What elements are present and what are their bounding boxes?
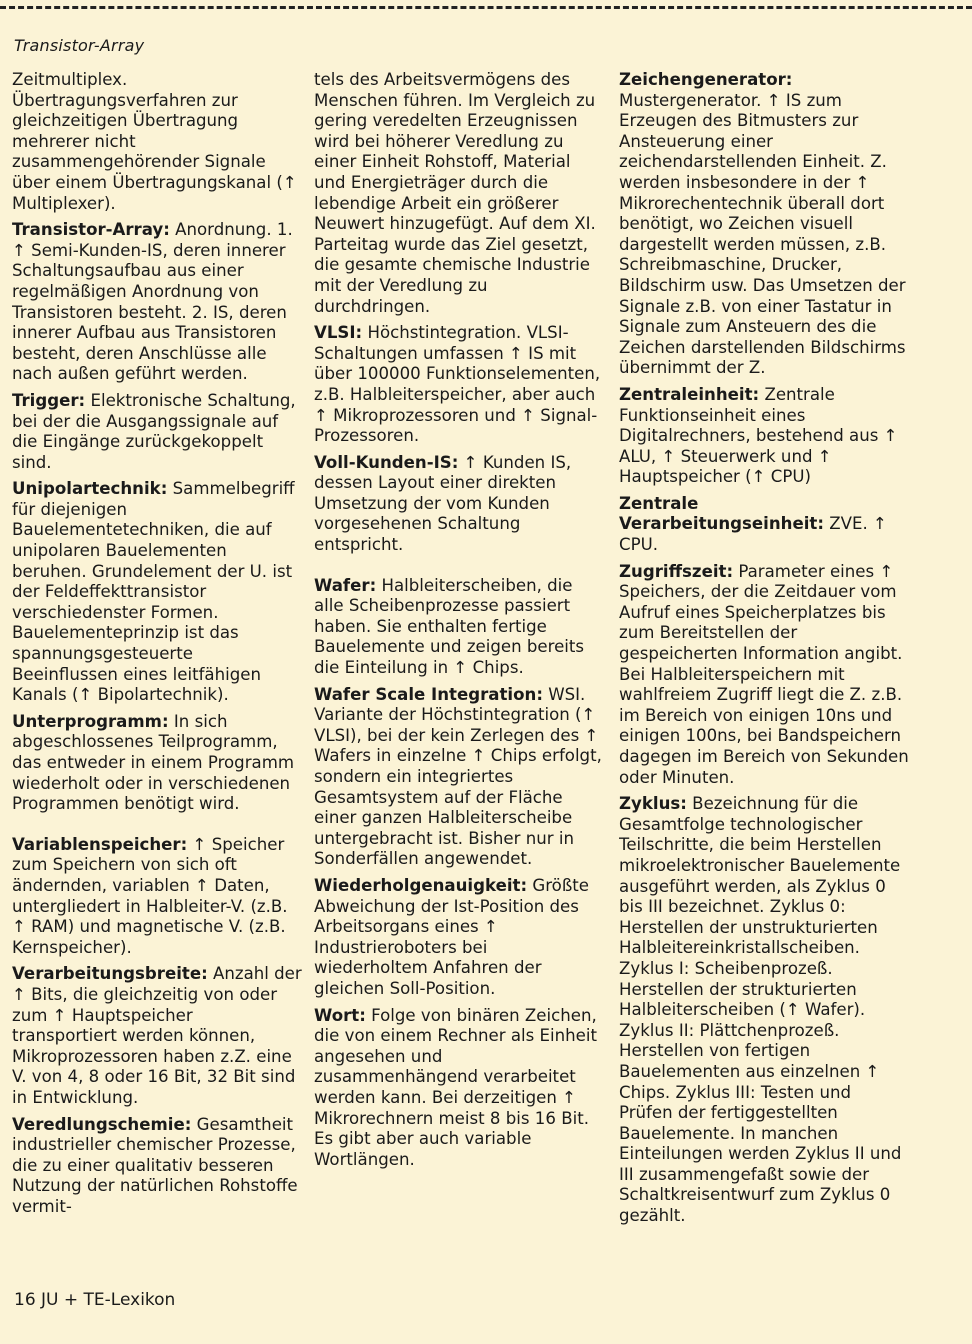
entry-definition: Elektronische Schaltung, bei der die Ausgangssignale auf die Eingänge zurückgekoppelt sind. <box>12 390 296 472</box>
entry-definition: Halbleiterscheiben, die alle Scheibenprozesse passiert haben. Sie enthalten fertige Bauelemente und zeigen bereits die Einteilung in ↑ Chips. <box>314 575 585 678</box>
lexicon-entry <box>12 1115 302 1218</box>
lexicon-entry <box>314 685 604 870</box>
entry-term: Zentraleinheit: <box>619 384 760 404</box>
entry-term: Wafer Scale Integration: <box>314 684 543 704</box>
entry-term: Wort: <box>314 1005 366 1025</box>
entry-term: Unipolartechnik: <box>12 479 168 499</box>
entry-term: Wiederholgenauigkeit: <box>314 875 528 895</box>
top-dashed-rule <box>0 6 972 9</box>
lexicon-entry <box>12 712 302 815</box>
entry-definition: ZVE. ↑ CPU. <box>619 514 887 555</box>
lexicon-entry <box>314 576 604 679</box>
lexicon-entry <box>619 70 909 379</box>
entry-term: Zugriffszeit: <box>619 561 734 581</box>
entry-term: Transistor-Array: <box>12 220 170 240</box>
entry-definition: Höchstintegration. VLSI-Schaltungen umfassen ↑ IS mit über 100000 Funktionselementen, z.B. Halbleiterspeicher, aber auch ↑ Mikroprozessoren und ↑ Signal-Prozessoren. <box>314 323 601 446</box>
running-head: Transistor-Array <box>14 36 145 55</box>
entry-definition: Mustergenerator. ↑ IS zum Erzeugen des Bitmusters zur Ansteuerung einer zeichendarstellenden Einheit. Z. werden insbesondere in der ↑ Mikrorechentechnik überall dort benötigt, wo Zeichen visuell dargestellt werden müssen, z.B. Schreibmaschine, Drucker, Bildschirm usw. Das Umsetzen der Signale z.B. von einer Tastatur in Signale zum Ansteuern des die Zeichen darstellenden Bildschirms übernimmt der Z. <box>619 90 906 378</box>
entry-definition: In sich abgeschlossenes Teilprogramm, das entweder in einem Programm wiederholt oder in verschiedenen Programmen benötigt wird. <box>12 711 295 814</box>
entry-definition: WSI. Variante der Höchstintegration (↑ VLSI), bei der kein Zerlegen des ↑ Wafers in einzelne ↑ Chips erfolgt, sondern ein integriertes Gesamtsystem auf der Fläche einer ganzen Halbleiterscheibe untergebracht ist. Bisher nur in Sonderfällen angewendet. <box>314 684 602 869</box>
lexicon-entry <box>619 562 909 789</box>
lexicon-entry <box>314 70 604 317</box>
lexicon-entry <box>12 835 302 959</box>
entry-term: VLSI: <box>314 323 363 343</box>
entry-term: Unterprogramm: <box>12 711 169 731</box>
entry-term: Wafer: <box>314 575 377 595</box>
entry-definition: Parameter eines ↑ Speichers, der die Zeitdauer vom Aufruf eines Speicherplatzes bis zum Bereitstellen der gespeicherten Information angibt. Bei Halbleiterspeichern mit wahlfreiem Zugriff liegt die Z. z.B. im Bereich von einigen 10ns und einigen 100ns, bei Bandspeichern dagegen im Bereich von Sekunden oder Minuten. <box>619 561 909 787</box>
entry-definition: ↑ Kunden IS, dessen Layout einer direkten Umsetzung der vom Kunden vorgesehenen Schaltung entspricht. <box>314 452 572 555</box>
entry-definition: Größte Abweichung der Ist-Position des Arbeitsorgans eines ↑ Industrieroboters bei wiederholtem Anfahren der gleichen Soll-Position. <box>314 875 590 998</box>
page-footer: 16 JU + TE-Lexikon <box>14 1290 176 1310</box>
entry-term: Variablenspeicher: <box>12 834 188 854</box>
entry-term: Trigger: <box>12 390 86 410</box>
entry-term: Zyklus: <box>619 794 687 814</box>
lexicon-entry <box>12 479 302 706</box>
entry-definition: ↑ Speicher zum Speichern von sich oft ändernden, variablen ↑ Daten, untergliedert in Halbleiter-V. (z.B. ↑ RAM) und magnetische V. (z.B. Kernspeicher). <box>12 834 288 957</box>
entry-definition: Gesamtheit industrieller chemischer Prozesse, die zu einer qualitativ besseren Nutzung der natürlichen Rohstoffe vermit- <box>12 1114 298 1216</box>
entry-definition: Zeitmultiplex. Übertragungsverfahren zur gleichzeitigen Übertragung mehrerer nicht zusammengehörender Signale über einem Übertragungskanal (↑ Multiplexer). <box>12 70 297 213</box>
lexicon-entry <box>619 385 909 488</box>
column-3 <box>619 70 909 1280</box>
lexicon-entry <box>314 876 604 1000</box>
lexicon-entry <box>314 1006 604 1171</box>
entry-term: Verarbeitungsbreite: <box>12 964 208 984</box>
lexicon-entry <box>12 391 302 473</box>
lexicon-entry <box>619 494 909 556</box>
entry-definition: Zentrale Funktionseinheit eines Digitalrechners, bestehend aus ↑ ALU, ↑ Steuerwerk und ↑ Hauptspeicher (↑ CPU) <box>619 384 898 487</box>
entry-term: Voll-Kunden-IS: <box>314 452 459 472</box>
column-2 <box>314 70 604 1280</box>
entry-definition: Bezeichnung für die Gesamtfolge technologischer Teilschritte, die beim Herstellen mikroelektronischer Bauelemente ausgeführt werden, als Zyklus 0 bis III bezeichnet. Zyklus 0: Herstellen der unstrukturierten Halbleitereinkristallscheiben. Zyklus I: Scheibenprozeß. Herstellen der strukturierten Halbleiterscheiben (↑ Wafer). Zyklus II: Plättchenprozeß. Herstellen von fertigen Bauelementen aus einzelnen ↑ Chips. Zyklus III: Testen und Prüfen der fertiggestellten Bauelemente. In manchen Einteilungen werden Zyklus II und III zusammengefaßt sowie der Schaltkreisentwurf zum Zyklus 0 gezählt. <box>619 794 902 1226</box>
entry-term: Veredlungschemie: <box>12 1114 192 1134</box>
entry-definition: Anordnung. 1. ↑ Semi-Kunden-IS, deren innerer Schaltungsaufbau aus einer regelmäßigen Anordnung von Transistoren besteht. 2. IS, deren innerer Aufbau aus Transistoren besteht, deren Anschlüsse alle nach außen geführt werden. <box>12 220 293 384</box>
lexicon-entry <box>12 964 302 1108</box>
column-1 <box>12 70 302 1280</box>
entry-definition: tels des Arbeitsvermögens des Menschen führen. Im Vergleich zu gering veredelten Erzeugnissen wird bei höherer Veredlung zu einer Einheit Rohstoff, Material und Energieträger durch die lebendige Arbeit ein größerer Neuwert hinzugefügt. Auf dem XI. Parteitag wurde das Ziel gesetzt, die gesamte chemische Industrie mit der Veredlung zu durchdringen. <box>314 70 596 316</box>
lexicon-entry <box>314 453 604 556</box>
entry-definition: Sammelbegriff für diejenigen Bauelementetechniken, die auf unipolaren Bauelementen beruhen. Grundelement der U. ist der Feldeffekttransistor verschiedenster Formen. Bauelementeprinzip ist das spannungsgesteuerte Beeinflussen eines leitfähigen Kanals (↑ Bipolartechnik). <box>12 479 295 705</box>
entry-definition: Anzahl der ↑ Bits, die gleichzeitig von oder zum ↑ Hauptspeicher transportiert werden können, Mikroprozessoren haben z.Z. eine V. von 4, 8 oder 16 Bit, 32 Bit sind in Entwicklung. <box>12 964 302 1107</box>
entry-definition: Folge von binären Zeichen, die von einem Rechner als Einheit angesehen und zusammenhängend verarbeitet werden kann. Bei derzeitigen ↑ Mikrorechnern meist 8 bis 16 Bit. Es gibt aber auch variable Wortlängen. <box>314 1005 597 1169</box>
lexicon-entry <box>12 70 302 214</box>
lexicon-entry <box>314 323 604 447</box>
entry-term: Zentrale Verarbeitungseinheit: <box>619 493 824 534</box>
lexicon-entry <box>619 794 909 1226</box>
entry-term: Zeichengenerator: <box>619 70 793 89</box>
lexicon-entry <box>12 220 302 385</box>
